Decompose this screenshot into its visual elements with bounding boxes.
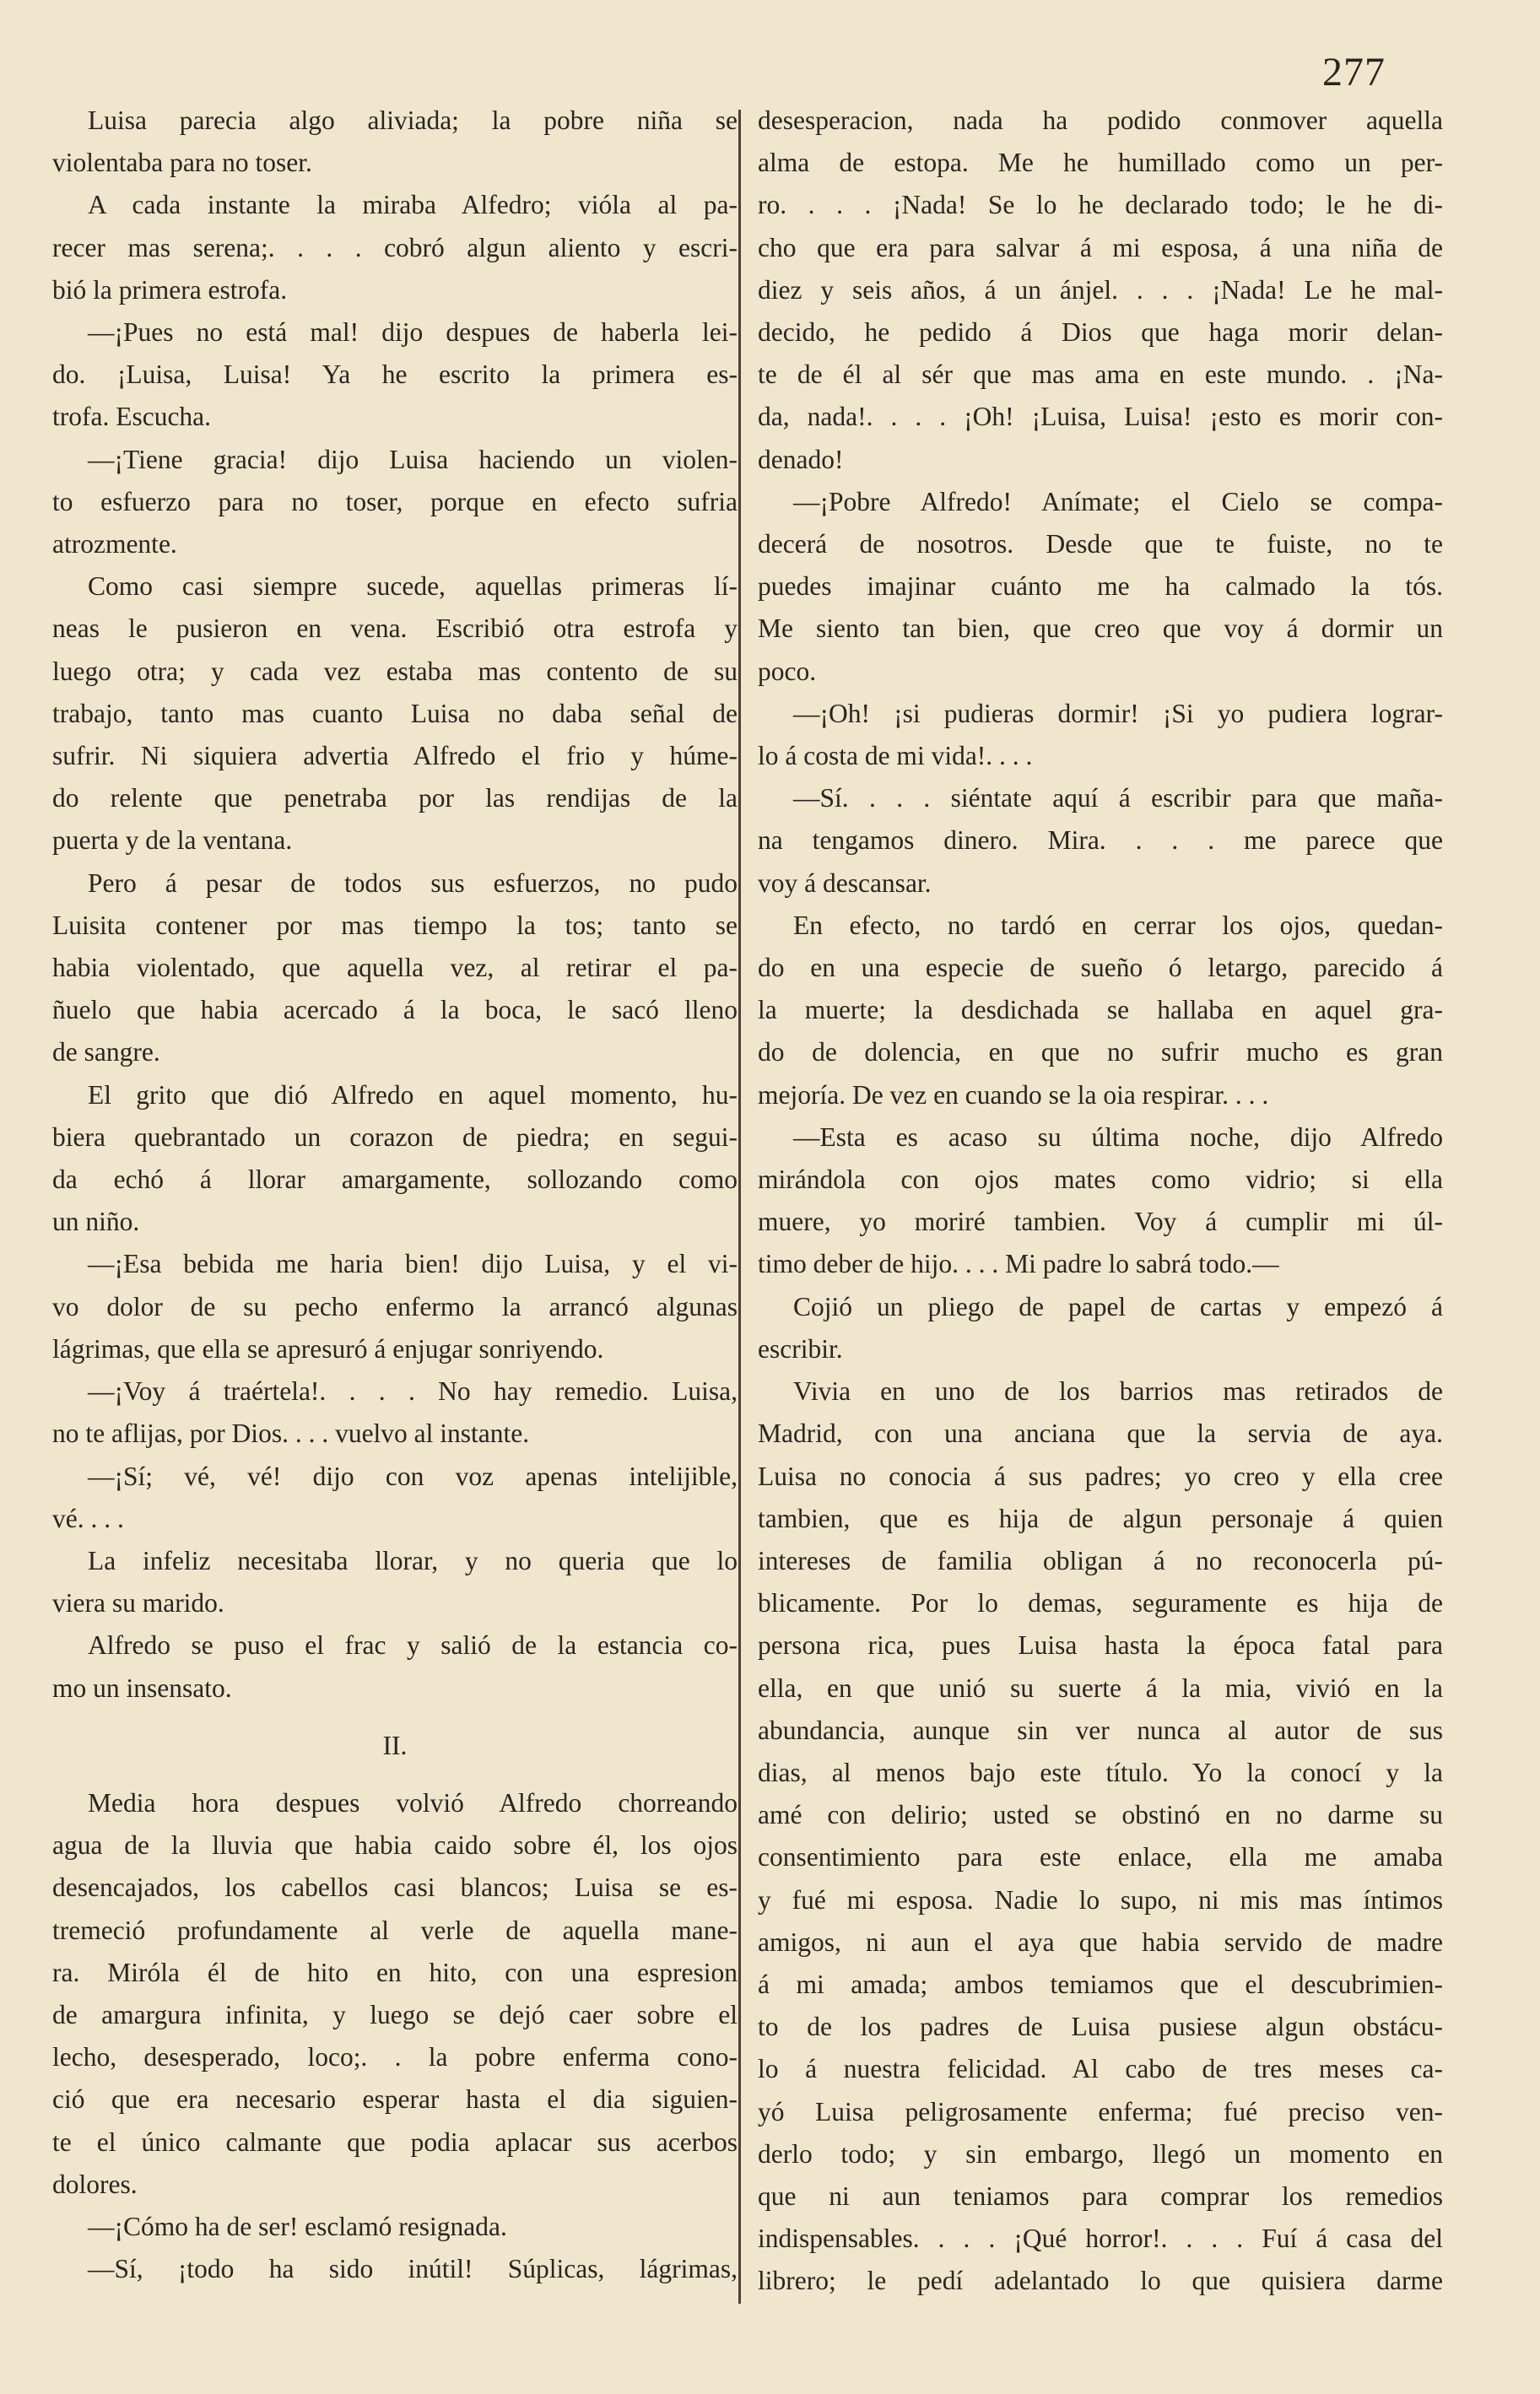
text-line: do en una especie de sueño ó letargo, parecido á [758,953,1443,983]
text-line: atrozmente. [52,529,177,559]
text-line: amigos, ni aun el aya que habia servido de madre [758,1927,1443,1957]
text-line: abundancia, aunque sin ver nunca al autor de sus [758,1715,1443,1745]
text-line: de sangre. [52,1037,160,1067]
text-line: lágrimas, que ella se apresuró á enjugar sonriyendo. [52,1333,604,1364]
text-line: bió la primera estrofa. [52,274,288,305]
text-line: diez y seis años, á un ánjel. . . . ¡Nada! Le he mal- [758,274,1443,305]
text-line: —¡Pobre Alfredo! Anímate; el Cielo se compa- [793,486,1443,516]
text-line: alma de estopa. Me he humillado como un per- [758,148,1443,178]
text-line: do. ¡Luisa, Luisa! Ya he escrito la primera es- [52,359,738,390]
section-heading: II. [382,1730,408,1760]
text-line: dias, al menos bajo este título. Yo la conocí y la [758,1757,1443,1787]
text-line: viera su marido. [52,1588,224,1619]
text-line: decerá de nosotros. Desde que te fuiste, no te [758,529,1443,559]
text-line: y fué mi esposa. Nadie lo supo, ni mis mas íntimos [758,1884,1443,1915]
text-line: Vivia en uno de los barrios mas retirados de [793,1376,1443,1407]
text-line: do de dolencia, en que no sufrir mucho es gran [758,1037,1443,1067]
page-number: 277 [1322,50,1386,95]
text-line: la muerte; la desdichada se hallaba en aquel gra- [758,995,1443,1025]
text-line: denado! [758,444,844,474]
text-line: lo á costa de mi vida!. . . . [758,741,1033,771]
text-line: Luisa parecia algo aliviada; la pobre niña se [88,105,738,135]
text-line: que ni aun teniamos para comprar los remedios [758,2181,1443,2211]
text-line: —¡Sí; vé, vé! dijo con voz apenas intelijible, [88,1461,738,1491]
text-line: escribir. [758,1333,843,1364]
text-line: recer mas serena;. . . . cobró algun aliento y escri- [52,232,738,262]
text-line: mo un insensato. [52,1673,232,1703]
text-line: —¡Cómo ha de ser! esclamó resignada. [88,2211,507,2241]
text-line: tremeció profundamente al verle de aquella mane- [52,1915,738,1945]
text-line: —Sí. . . . siéntate aquí á escribir para que maña- [793,783,1443,813]
text-line: La infeliz necesitaba llorar, y no queria que lo [88,1545,738,1575]
text-line: ció que era necesario esperar hasta el dia siguien- [52,2084,738,2115]
text-line: timo deber de hijo. . . . Mi padre lo sabrá todo.— [758,1249,1279,1279]
text-line: El grito que dió Alfredo en aquel momento, hu- [88,1079,738,1110]
text-line: neas le pusieron en vena. Escribió otra estrofa y [52,613,738,644]
text-line: dolores. [52,2169,138,2199]
column-divider [738,110,741,2304]
text-line: á mi amada; ambos temiamos que el descubrimien- [758,1969,1443,1999]
text-line: Luisita contener por mas tiempo la tos; tanto se [52,910,738,940]
text-line: luego otra; y cada vez estaba mas contento de su [52,656,738,686]
text-line: —¡Oh! ¡si pudieras dormir! ¡Si yo pudiera lograr- [793,698,1443,728]
text-line: Pero á pesar de todos sus esfuerzos, no pudo [88,867,738,898]
text-line: ñuelo que habia acercado á la boca, le sacó lleno [52,995,738,1025]
text-line: ro. . . . ¡Nada! Se lo he declarado todo; le he di- [758,190,1443,220]
text-line: puedes imajinar cuánto me ha calmado la tós. [758,571,1443,602]
text-line: En efecto, no tardó en cerrar los ojos, quedan- [793,910,1443,940]
text-line: mirándola con ojos mates como vidrio; si ella [758,1165,1443,1195]
text-line: to esfuerzo para no toser, porque en efecto sufria [52,486,738,516]
text-line: Madrid, con una anciana que la servia de aya. [758,1419,1443,1449]
text-line: Como casi siempre sucede, aquellas primeras lí- [88,571,738,602]
text-line: persona rica, pues Luisa hasta la época fatal para [758,1630,1443,1661]
text-line: ra. Miróla él de hito en hito, con una espresion [52,1957,738,1987]
left-text-column [52,100,738,2290]
text-line: un niño. [52,1207,140,1237]
text-line: da, nada!. . . . ¡Oh! ¡Luisa, Luisa! ¡esto es morir con- [758,402,1443,432]
text-line: tambien, que es hija de algun personaje á quien [758,1503,1443,1533]
text-line: lecho, desesperado, loco;. . la pobre enferma cono- [52,2042,738,2072]
text-line: biera quebrantado un corazon de piedra; en segui- [52,1121,738,1152]
text-line: Me siento tan bien, que creo que voy á dormir un [758,613,1443,644]
text-line: vo dolor de su pecho enfermo la arrancó algunas [52,1291,738,1321]
text-line: —Sí, ¡todo ha sido inútil! Súplicas, lágrimas, [88,2254,738,2284]
text-line: habia violentado, que aquella vez, al retirar el pa- [52,953,738,983]
text-line: agua de la lluvia que habia caido sobre él, los ojos [52,1830,738,1861]
right-text-column [758,100,1443,2303]
text-line: da echó á llorar amargamente, sollozando como [52,1165,738,1195]
text-line: do relente que penetraba por las rendijas de la [52,783,738,813]
text-line: indispensables. . . . ¡Qué horror!. . . . Fuí á casa del [758,2224,1443,2254]
text-line: ella, en que unió su suerte á la mia, vivió en la [758,1673,1443,1703]
text-line: te el único calmante que podia aplacar sus acerbos [52,2126,738,2157]
text-line: desesperacion, nada ha podido conmover aquella [758,105,1443,135]
text-line: mejoría. De vez en cuando se la oia respirar. . . . [758,1079,1269,1110]
text-line: derlo todo; y sin embargo, llegó un momento en [758,2138,1443,2169]
text-line: no te aflijas, por Dios. . . . vuelvo al instante. [52,1419,530,1449]
text-line: —¡Pues no está mal! dijo despues de haberla lei- [88,317,738,348]
text-line: na tengamos dinero. Mira. . . . me parece que [758,825,1443,856]
text-line: desencajados, los cabellos casi blancos; Luisa se es- [52,1873,738,1903]
text-line: cho que era para salvar á mi esposa, á una niña de [758,232,1443,262]
text-line: puerta y de la ventana. [52,825,293,856]
text-line: yó Luisa peligrosamente enferma; fué preciso ven- [758,2096,1443,2126]
text-line: trofa. Escucha. [52,402,212,432]
text-line: poco. [758,656,817,686]
text-line: violentaba para no toser. [52,148,312,178]
text-line: te de él al sér que mas ama en este mundo. . ¡Na- [758,359,1443,390]
text-line: Media hora despues volvió Alfredo chorreando [88,1787,738,1818]
text-line: decido, he pedido á Dios que haga morir delan- [758,317,1443,348]
text-line: to de los padres de Luisa pusiese algun obstácu- [758,2012,1443,2042]
text-line: —Esta es acaso su última noche, dijo Alfredo [793,1121,1443,1152]
text-line: —¡Tiene gracia! dijo Luisa haciendo un violen- [88,444,738,474]
text-line: Cojió un pliego de papel de cartas y empezó á [793,1291,1443,1321]
text-line: voy á descansar. [758,867,932,898]
text-line: librero; le pedí adelantado lo que quisiera darme [758,2266,1443,2296]
text-line: —¡Esa bebida me haria bien! dijo Luisa, y el vi- [88,1249,738,1279]
text-line: de amargura infinita, y luego se dejó caer sobre el [52,1999,738,2029]
text-line: intereses de familia obligan á no reconocerla pú- [758,1545,1443,1575]
text-line: muere, yo moriré tambien. Voy á cumplir mi úl- [758,1207,1443,1237]
text-line: —¡Voy á traértela!. . . . No hay remedio. Luisa, [88,1376,738,1407]
text-line: sufrir. Ni siquiera advertia Alfredo el frio y húme- [52,741,738,771]
text-line: Luisa no conocia á sus padres; yo creo y ella cree [758,1461,1443,1491]
text-line: trabajo, tanto mas cuanto Luisa no daba señal de [52,698,738,728]
text-line: blicamente. Por lo demas, seguramente es hija de [758,1588,1443,1619]
text-line: amé con delirio; usted se obstinó en no darme su [758,1800,1443,1830]
text-line: consentimiento para este enlace, ella me amaba [758,1842,1443,1873]
text-line: vé. . . . [52,1503,124,1533]
text-line: A cada instante la miraba Alfedro; vióla al pa- [88,190,738,220]
text-line: Alfredo se puso el frac y salió de la estancia co- [88,1630,738,1661]
text-line: lo á nuestra felicidad. Al cabo de tres meses ca- [758,2054,1443,2084]
